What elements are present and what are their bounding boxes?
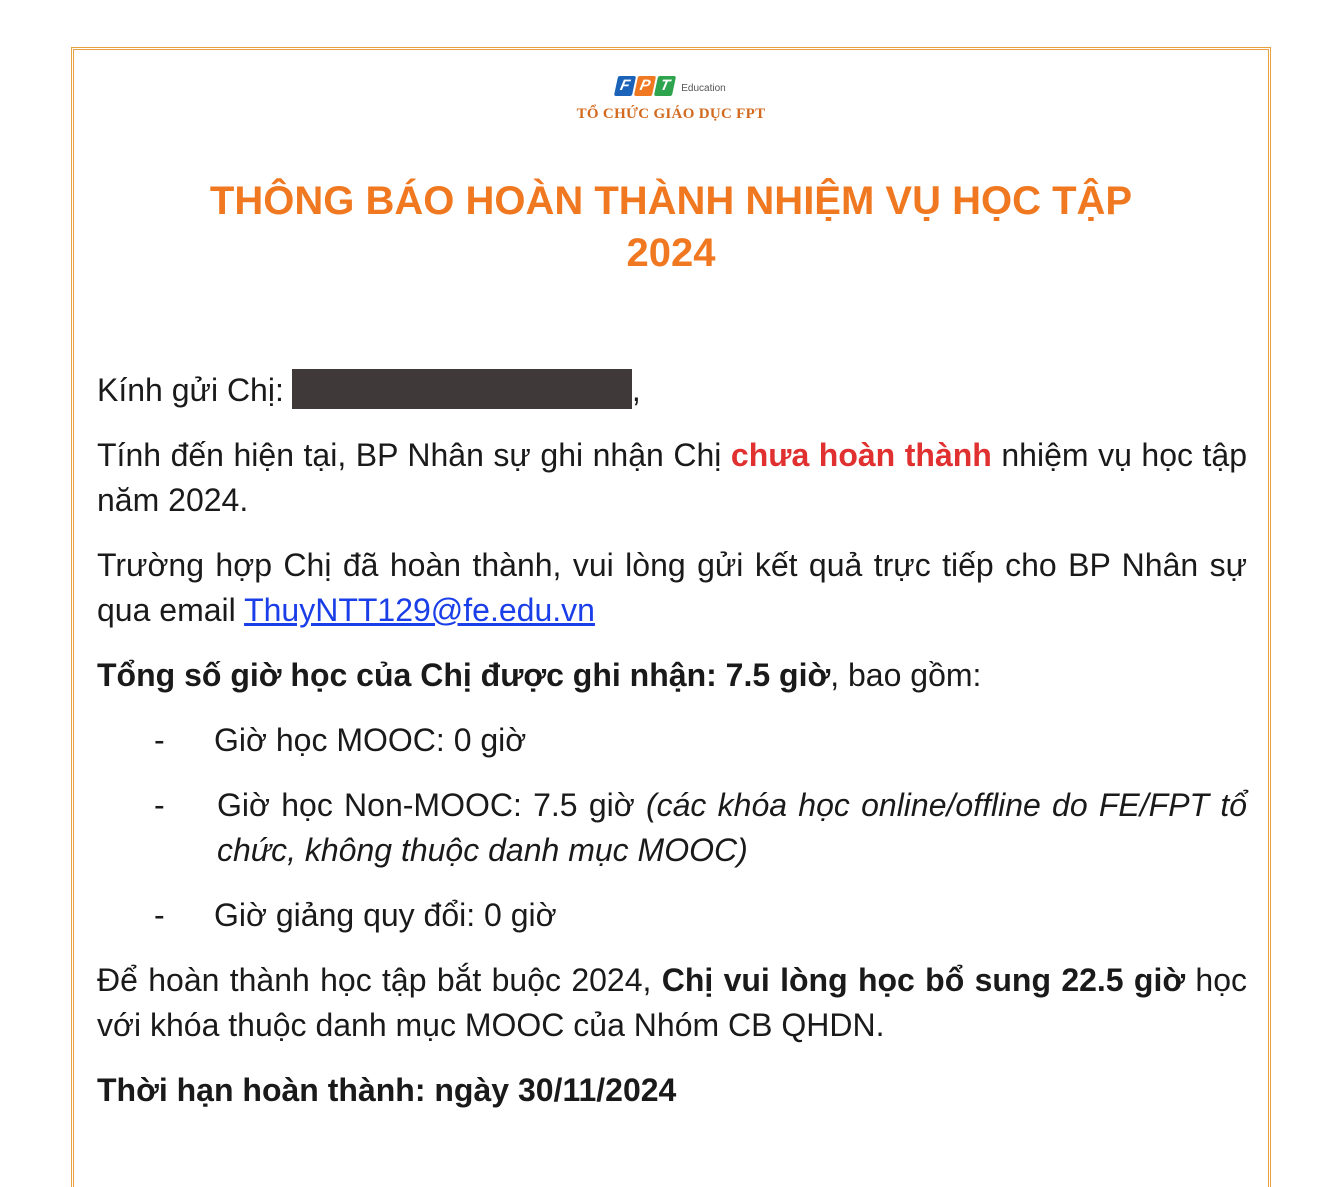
list-item-mooc [97,718,1247,763]
requirement-text: Để hoàn thành học tập bắt buộc 2024, [97,962,662,998]
required-hours: Chị vui lòng học bổ sung 22.5 giờ [661,962,1186,998]
bullet-dash: - [154,722,165,758]
total-hours-paragraph [97,653,1247,698]
deadline: Thời hạn hoàn thành: ngày 30/11/2024 [97,1072,677,1108]
list-item-note: (các khóa học online/offline do FE/FPT tổ chức, không thuộc danh mục MOOC) [217,787,1248,868]
fpt-logo-mark [616,76,674,96]
status-highlight: chưa hoàn thành [730,437,992,473]
bullet-dash: - [154,897,165,933]
list-item-teaching [97,893,1247,938]
status-paragraph [97,433,1247,523]
greeting-line [97,368,1247,413]
list-item-text: Giờ giảng quy đổi: 0 giờ [214,897,557,933]
title-line-2: 2024 [626,231,716,275]
status-text-end: nhiệm vụ học tập năm 2024. [97,437,1248,518]
letter-frame [71,47,1271,1187]
requirement-text-end: học với khóa thuộc danh mục MOOC của Nhóm CB QHDN. [97,962,1247,1043]
contact-paragraph [97,543,1247,633]
logo-education-text: Education [681,83,726,94]
total-hours: Tổng số giờ học của Chị được ghi nhận: 7.5 giờ [97,657,831,693]
redacted-name [292,369,632,409]
notice-title [114,175,1228,279]
greeting-text: Kính gửi Chị: [97,372,284,408]
organization-name: TỔ CHỨC GIÁO DỤC FPT [576,106,766,122]
bullet-dash: - [154,787,165,823]
letter-body [97,368,1247,1113]
list-item-non-mooc [97,783,1247,873]
requirement-paragraph [97,958,1247,1048]
list-item-text: Giờ học Non-MOOC: 7.5 giờ [217,787,646,823]
logo-letter-f: F [614,76,636,96]
total-hours-suffix: , bao gồm: [830,657,982,693]
contact-text: Trường hợp Chị đã hoàn thành, vui lòng gửi kết quả trực tiếp cho BP Nhân sự qua email [97,547,1247,628]
status-text: Tính đến hiện tại, BP Nhân sự ghi nhận Chị [97,437,731,473]
logo-letter-p: P [634,76,656,96]
fpt-logo [74,76,1268,123]
greeting-comma: , [631,372,641,408]
logo-letter-t: T [654,76,676,96]
title-line-1: THÔNG BÁO HOÀN THÀNH NHIỆM VỤ HỌC TẬP [209,179,1133,223]
list-item-text: Giờ học MOOC: 0 giờ [214,722,527,758]
email-link[interactable]: ThuyNTT129@fe.edu.vn [244,592,595,628]
